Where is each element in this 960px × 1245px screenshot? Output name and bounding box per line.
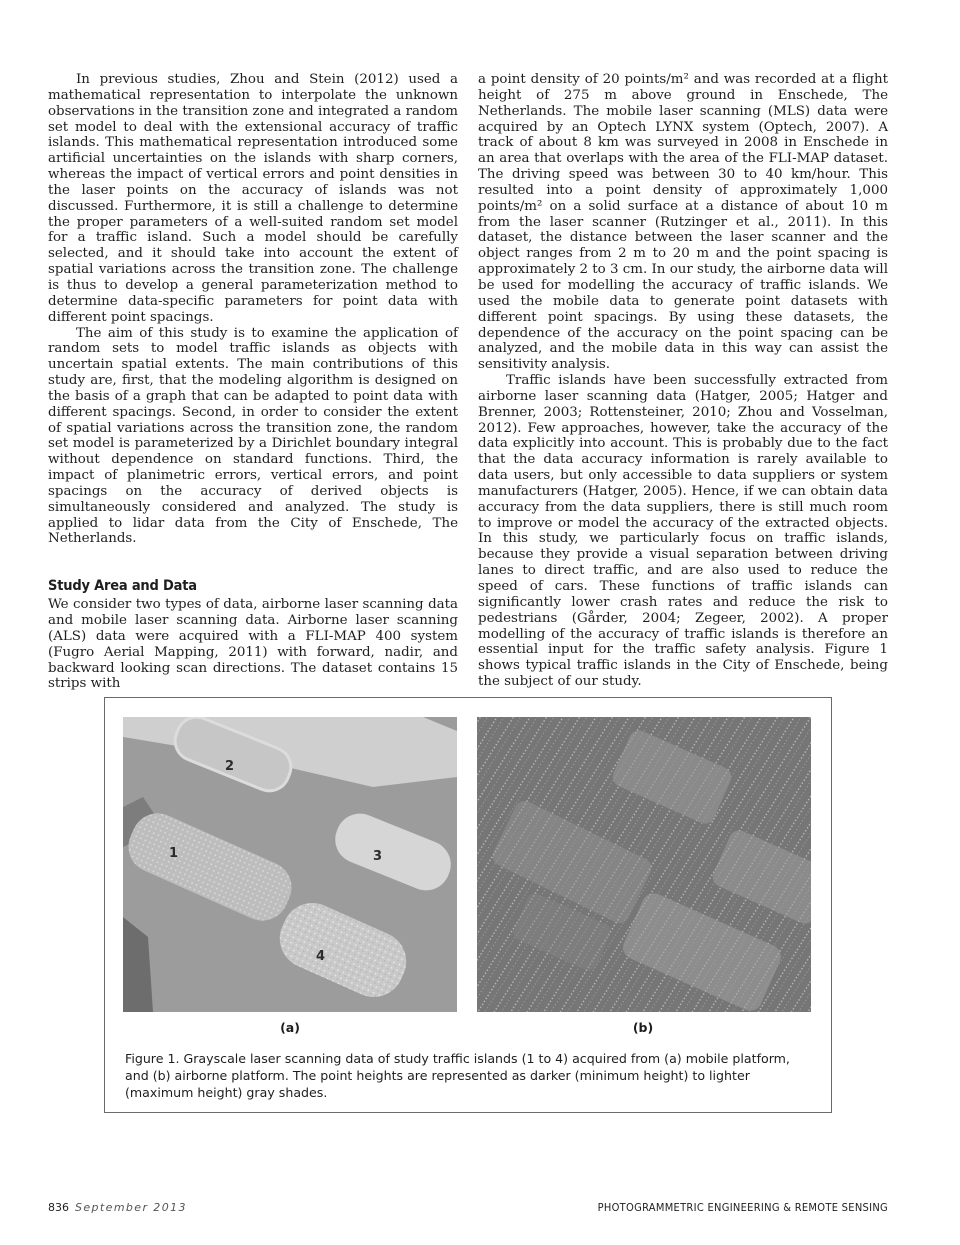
paragraph: In previous studies, Zhou and Stein (2012) used a mathematical representation to interpolate the unknown observations in the transition zone and integrated a random set model to deal with the extensional accuracy of traffic islands. This mathematical representation introduced some artificial uncertainties on the islands with sharp corners, whereas the impact of vertical errors and point densities in the laser points on the accuracy of islands was not discussed. Furthermore, it is still a challenge to determine the proper parameters of a well-suited random set model for a traffic island. Such a model should be carefully selected, and it should take into account the extent of spatial variations across the transition zone. The challenge is thus to develop a general parameterization method to determine data-specific parameters for point data with different point spacings. <box>48 72 458 325</box>
journal-name: PHOTOGRAMMETRIC ENGINEERING & REMOTE SENSING <box>597 1201 888 1214</box>
island-label-3: 3 <box>373 849 383 864</box>
figure-caption: Figure 1. Grayscale laser scanning data of study traffic islands (1 to 4) acquired from (a) mobile platform, and (b) airborne platform. The point heights are represented as darker (minimum height) to lighter (maximum height) gray shades. <box>125 1051 790 1100</box>
paragraph: Traffic islands have been successfully extracted from airborne laser scanning data (Hatger, 2005; Hatger and Brenner, 2003; Rottensteiner, 2010; Zhou and Vosselman, 2012). Few approaches, however, take the accuracy of the data explicitly into account. This is probably due to the fact that the data accuracy information is rarely available to data users, but only accessible to data suppliers or system manufacturers (Hatger, 2005). Hence, if we can obtain data accuracy from the data suppliers, there is still much room to improve or model the accuracy of the extracted objects. In this study, we particularly focus on traffic islands, because they provide a visual separation between driving lanes to direct traffic, and are also used to reduce the speed of cars. These functions of traffic islands can significantly lower crash rates and reduce the risk to pedestrians (Gårder, 2004; Zegeer, 2002). A proper modelling of the accuracy of traffic islands is therefore an essential input for the traffic safety analysis. Figure 1 shows typical traffic islands in the City of Enschede, being the subject of our study. <box>478 373 888 690</box>
figure-1 <box>104 697 832 1113</box>
paragraph: The aim of this study is to examine the application of random sets to model traffic islands as objects with uncertain spatial extents. The main contributions of this study are, first, that the modeling algorithm is designed on the basis of a graph that can be adapted to point data with different spacings. Second, in order to consider the extent of spatial variations across the transition zone, the random set model is parameterized by a Dirichlet boundary integral without dependence on standard functions. Third, the impact of planimetric errors, vertical errors, and point spacings on the accuracy of derived objects is simultaneously considered and analyzed. The study is applied to lidar data from the City of Enschede, The Netherlands. <box>48 325 458 547</box>
paragraph: a point density of 20 points/m² and was recorded at a flight height of 275 m above ground in Enschede, The Netherlands. The mobile laser scanning (MLS) data were acquired by an Optech LYNX system (Optech, 2007). A track of about 8 km was surveyed in 2008 in Enschede in an area that overlaps with the area of the FLI-MAP dataset. The driving speed was between 30 to 40 km/hour. This resulted into a point density of approximately 1,000 points/m² on a solid surface at a distance of about 10 m from the laser scanner (Rutzinger et al., 2011). In this dataset, the distance between the laser scanner and the object ranges from 2 m to 20 m and the point spacing is approximately 2 to 3 cm. In our study, the airborne data will be used for modelling the accuracy of traffic islands. We used the mobile data to generate point datasets with different point spacings. By using these datasets, the dependence of the accuracy on the point spacing can be analyzed, and the mobile data in this way can assist the sensitivity analysis. <box>478 72 888 373</box>
island-label-2: 2 <box>225 759 235 774</box>
airborne-scan-image <box>477 717 811 1012</box>
paragraph: We consider two types of data, airborne laser scanning data and mobile laser scanning data. Airborne laser scanning (ALS) data were acquired with a FLI-MAP 400 system (Fugro Aerial Mapping, 2011) with forward, nadir, and backward looking scan directions. The dataset contains 15 strips with <box>48 597 458 692</box>
mobile-scan-image <box>123 717 457 1012</box>
figure-panel-a-image <box>123 717 457 1012</box>
figure-panel-b-image <box>477 717 811 1012</box>
panel-a-label: (a) <box>280 1020 300 1035</box>
footer-left <box>48 1201 187 1214</box>
section-heading: Study Area and Data <box>48 578 197 595</box>
page-number: 836 <box>48 1201 69 1214</box>
island-label-4: 4 <box>316 949 326 964</box>
panel-b-label: (b) <box>632 1020 654 1035</box>
issue-date: September 2013 <box>75 1201 187 1214</box>
right-column <box>478 72 888 690</box>
left-column <box>48 72 458 692</box>
island-label-1: 1 <box>169 846 179 861</box>
